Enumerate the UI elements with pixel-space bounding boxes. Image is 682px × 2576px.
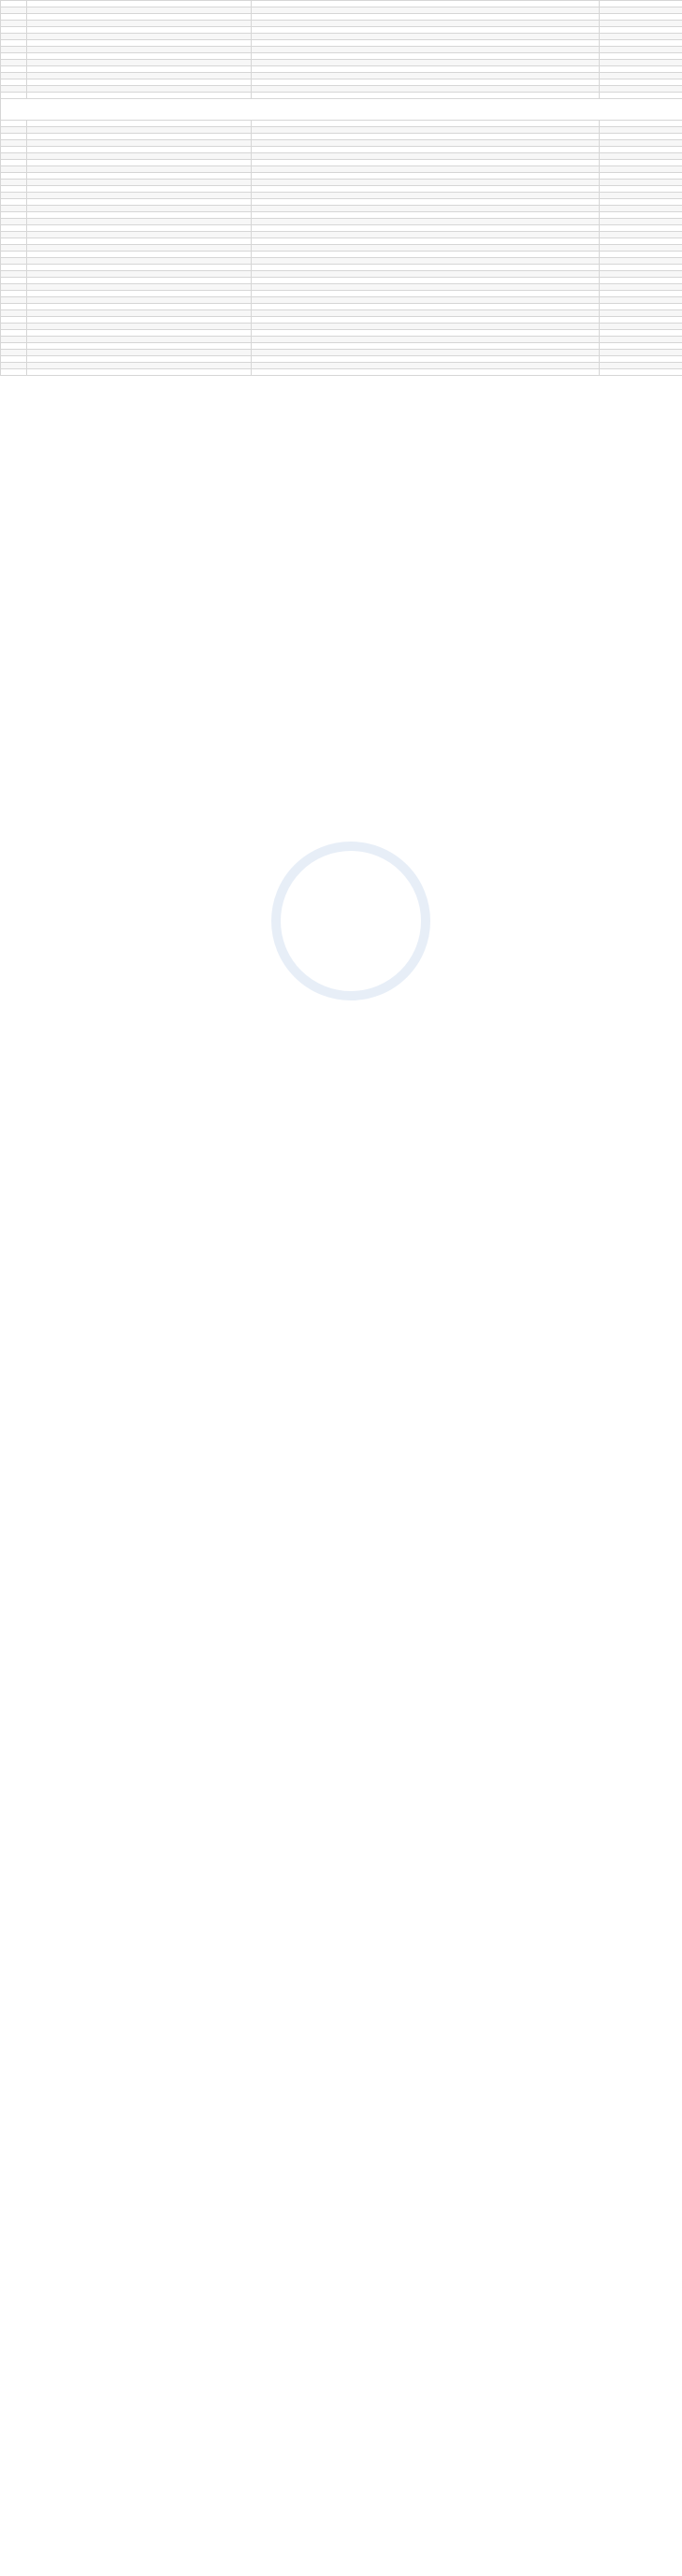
project-name bbox=[27, 296, 252, 303]
project-location bbox=[600, 172, 682, 179]
row-number bbox=[1, 152, 27, 159]
row-number bbox=[1, 283, 27, 290]
project-description bbox=[252, 139, 600, 146]
project-description bbox=[252, 53, 600, 60]
project-description bbox=[252, 93, 600, 99]
project-location bbox=[600, 53, 682, 60]
row-number bbox=[1, 368, 27, 375]
table-row bbox=[1, 120, 682, 126]
table-row bbox=[1, 290, 682, 296]
row-number bbox=[1, 270, 27, 277]
project-location bbox=[600, 198, 682, 205]
row-number bbox=[1, 218, 27, 224]
project-name bbox=[27, 60, 252, 66]
project-description bbox=[252, 329, 600, 336]
table-row bbox=[1, 40, 682, 47]
row-number bbox=[1, 14, 27, 21]
project-description bbox=[252, 185, 600, 192]
project-location bbox=[600, 146, 682, 152]
table-row bbox=[1, 349, 682, 355]
row-number bbox=[1, 264, 27, 270]
table-row bbox=[1, 336, 682, 342]
project-name bbox=[27, 86, 252, 93]
project-description bbox=[252, 277, 600, 283]
project-name bbox=[27, 198, 252, 205]
project-location bbox=[600, 303, 682, 309]
project-name bbox=[27, 73, 252, 79]
row-number bbox=[1, 257, 27, 264]
project-location bbox=[600, 296, 682, 303]
project-location bbox=[600, 368, 682, 375]
row-number bbox=[1, 309, 27, 316]
project-location bbox=[600, 329, 682, 336]
project-description bbox=[252, 47, 600, 53]
project-name bbox=[27, 329, 252, 336]
row-number bbox=[1, 185, 27, 192]
project-description bbox=[252, 86, 600, 93]
table-row bbox=[1, 185, 682, 192]
project-location bbox=[600, 231, 682, 237]
project-name bbox=[27, 27, 252, 34]
project-name bbox=[27, 257, 252, 264]
row-number bbox=[1, 133, 27, 139]
row-number bbox=[1, 323, 27, 329]
table-row bbox=[1, 152, 682, 159]
project-name bbox=[27, 231, 252, 237]
row-number bbox=[1, 237, 27, 244]
project-name bbox=[27, 165, 252, 172]
row-number bbox=[1, 146, 27, 152]
project-name bbox=[27, 179, 252, 185]
row-number bbox=[1, 93, 27, 99]
project-name bbox=[27, 277, 252, 283]
table-row bbox=[1, 362, 682, 368]
project-location bbox=[600, 126, 682, 133]
project-location bbox=[600, 14, 682, 21]
project-table bbox=[0, 0, 682, 376]
project-description bbox=[252, 251, 600, 257]
project-location bbox=[600, 60, 682, 66]
row-number bbox=[1, 303, 27, 309]
row-number bbox=[1, 165, 27, 172]
table-row bbox=[1, 126, 682, 133]
project-location bbox=[600, 290, 682, 296]
row-number bbox=[1, 342, 27, 349]
project-location bbox=[600, 179, 682, 185]
project-description bbox=[252, 60, 600, 66]
row-number bbox=[1, 251, 27, 257]
project-location bbox=[600, 224, 682, 231]
table-row bbox=[1, 47, 682, 53]
table-row bbox=[1, 264, 682, 270]
project-name bbox=[27, 244, 252, 251]
project-location bbox=[600, 237, 682, 244]
project-location bbox=[600, 336, 682, 342]
project-location bbox=[600, 21, 682, 27]
table-row bbox=[1, 165, 682, 172]
project-name bbox=[27, 290, 252, 296]
project-description bbox=[252, 244, 600, 251]
project-location bbox=[600, 79, 682, 86]
table-row bbox=[1, 342, 682, 349]
row-number bbox=[1, 60, 27, 66]
project-location bbox=[600, 205, 682, 211]
table-row bbox=[1, 303, 682, 309]
row-number bbox=[1, 296, 27, 303]
project-location bbox=[600, 165, 682, 172]
project-location bbox=[600, 120, 682, 126]
table-row bbox=[1, 323, 682, 329]
row-number bbox=[1, 27, 27, 34]
table-row bbox=[1, 159, 682, 165]
project-name bbox=[27, 368, 252, 375]
project-name bbox=[27, 40, 252, 47]
project-description bbox=[252, 349, 600, 355]
project-location bbox=[600, 133, 682, 139]
project-name bbox=[27, 362, 252, 368]
project-name bbox=[27, 316, 252, 323]
project-description bbox=[252, 133, 600, 139]
project-name bbox=[27, 336, 252, 342]
project-location bbox=[600, 323, 682, 329]
project-location bbox=[600, 1, 682, 7]
section-header-row bbox=[1, 99, 682, 121]
project-name bbox=[27, 270, 252, 277]
project-name bbox=[27, 152, 252, 159]
project-description bbox=[252, 126, 600, 133]
project-description bbox=[252, 336, 600, 342]
project-location bbox=[600, 309, 682, 316]
row-number bbox=[1, 139, 27, 146]
project-name bbox=[27, 303, 252, 309]
project-description bbox=[252, 290, 600, 296]
row-number bbox=[1, 349, 27, 355]
row-number bbox=[1, 205, 27, 211]
project-name bbox=[27, 93, 252, 99]
project-name bbox=[27, 309, 252, 316]
project-location bbox=[600, 362, 682, 368]
project-name bbox=[27, 355, 252, 362]
row-number bbox=[1, 66, 27, 73]
project-location bbox=[600, 185, 682, 192]
row-number bbox=[1, 336, 27, 342]
table-row bbox=[1, 218, 682, 224]
table-row bbox=[1, 270, 682, 277]
table-row bbox=[1, 27, 682, 34]
project-description bbox=[252, 264, 600, 270]
project-name bbox=[27, 7, 252, 14]
row-number bbox=[1, 211, 27, 218]
project-description bbox=[252, 34, 600, 40]
project-name bbox=[27, 224, 252, 231]
project-name bbox=[27, 47, 252, 53]
project-description bbox=[252, 218, 600, 224]
table-row bbox=[1, 34, 682, 40]
row-number bbox=[1, 79, 27, 86]
row-number bbox=[1, 34, 27, 40]
table-row bbox=[1, 237, 682, 244]
table-row bbox=[1, 296, 682, 303]
project-location bbox=[600, 251, 682, 257]
project-name bbox=[27, 218, 252, 224]
project-description bbox=[252, 355, 600, 362]
project-location bbox=[600, 192, 682, 198]
page-root bbox=[0, 0, 682, 376]
watermark-logo bbox=[271, 842, 430, 1000]
project-description bbox=[252, 198, 600, 205]
project-name bbox=[27, 251, 252, 257]
table-row bbox=[1, 192, 682, 198]
project-description bbox=[252, 342, 600, 349]
row-number bbox=[1, 192, 27, 198]
project-location bbox=[600, 40, 682, 47]
row-number bbox=[1, 126, 27, 133]
table-row bbox=[1, 133, 682, 139]
table-row bbox=[1, 244, 682, 251]
project-description bbox=[252, 120, 600, 126]
section-header bbox=[1, 99, 682, 121]
project-description bbox=[252, 205, 600, 211]
table-row bbox=[1, 283, 682, 290]
project-description bbox=[252, 73, 600, 79]
row-number bbox=[1, 277, 27, 283]
project-name bbox=[27, 146, 252, 152]
row-number bbox=[1, 329, 27, 336]
table-row bbox=[1, 146, 682, 152]
table-row bbox=[1, 224, 682, 231]
project-description bbox=[252, 79, 600, 86]
table-row bbox=[1, 251, 682, 257]
project-name bbox=[27, 264, 252, 270]
project-location bbox=[600, 342, 682, 349]
project-description bbox=[252, 66, 600, 73]
row-number bbox=[1, 244, 27, 251]
project-description bbox=[252, 192, 600, 198]
row-number bbox=[1, 47, 27, 53]
project-location bbox=[600, 73, 682, 79]
row-number bbox=[1, 40, 27, 47]
row-number bbox=[1, 231, 27, 237]
project-location bbox=[600, 270, 682, 277]
project-name bbox=[27, 139, 252, 146]
project-description bbox=[252, 257, 600, 264]
row-number bbox=[1, 86, 27, 93]
project-name bbox=[27, 133, 252, 139]
project-description bbox=[252, 159, 600, 165]
project-name bbox=[27, 192, 252, 198]
project-name bbox=[27, 126, 252, 133]
project-description bbox=[252, 7, 600, 14]
project-name bbox=[27, 283, 252, 290]
row-number bbox=[1, 355, 27, 362]
row-number bbox=[1, 316, 27, 323]
project-description bbox=[252, 362, 600, 368]
project-location bbox=[600, 257, 682, 264]
project-description bbox=[252, 368, 600, 375]
row-number bbox=[1, 7, 27, 14]
table-row bbox=[1, 231, 682, 237]
project-description bbox=[252, 224, 600, 231]
project-description bbox=[252, 231, 600, 237]
project-name bbox=[27, 349, 252, 355]
project-location bbox=[600, 355, 682, 362]
project-name bbox=[27, 185, 252, 192]
table-row bbox=[1, 7, 682, 14]
table-row bbox=[1, 257, 682, 264]
table-row bbox=[1, 93, 682, 99]
project-description bbox=[252, 1, 600, 7]
project-name bbox=[27, 120, 252, 126]
project-description bbox=[252, 237, 600, 244]
project-name bbox=[27, 342, 252, 349]
project-location bbox=[600, 139, 682, 146]
project-description bbox=[252, 309, 600, 316]
project-name bbox=[27, 323, 252, 329]
project-description bbox=[252, 303, 600, 309]
project-location bbox=[600, 86, 682, 93]
project-name bbox=[27, 34, 252, 40]
table-row bbox=[1, 277, 682, 283]
row-number bbox=[1, 73, 27, 79]
project-name bbox=[27, 205, 252, 211]
table-row bbox=[1, 355, 682, 362]
project-description bbox=[252, 165, 600, 172]
project-location bbox=[600, 66, 682, 73]
project-description bbox=[252, 283, 600, 290]
project-table-body bbox=[1, 1, 682, 376]
project-location bbox=[600, 34, 682, 40]
project-name bbox=[27, 211, 252, 218]
table-row bbox=[1, 368, 682, 375]
table-row bbox=[1, 60, 682, 66]
project-location bbox=[600, 349, 682, 355]
project-description bbox=[252, 27, 600, 34]
project-description bbox=[252, 172, 600, 179]
table-row bbox=[1, 53, 682, 60]
table-row bbox=[1, 172, 682, 179]
project-description bbox=[252, 40, 600, 47]
row-number bbox=[1, 224, 27, 231]
project-name bbox=[27, 172, 252, 179]
table-row bbox=[1, 309, 682, 316]
project-name bbox=[27, 159, 252, 165]
table-row bbox=[1, 21, 682, 27]
row-number bbox=[1, 21, 27, 27]
project-description bbox=[252, 14, 600, 21]
project-location bbox=[600, 93, 682, 99]
table-row bbox=[1, 179, 682, 185]
table-row bbox=[1, 73, 682, 79]
project-location bbox=[600, 283, 682, 290]
project-name bbox=[27, 14, 252, 21]
row-number bbox=[1, 120, 27, 126]
table-row bbox=[1, 316, 682, 323]
row-number bbox=[1, 362, 27, 368]
project-description bbox=[252, 296, 600, 303]
project-location bbox=[600, 7, 682, 14]
project-name bbox=[27, 21, 252, 27]
project-location bbox=[600, 264, 682, 270]
table-row bbox=[1, 66, 682, 73]
project-description bbox=[252, 316, 600, 323]
table-row bbox=[1, 139, 682, 146]
table-row bbox=[1, 86, 682, 93]
row-number bbox=[1, 198, 27, 205]
row-number bbox=[1, 290, 27, 296]
table-row bbox=[1, 198, 682, 205]
project-location bbox=[600, 159, 682, 165]
project-name bbox=[27, 79, 252, 86]
project-description bbox=[252, 179, 600, 185]
table-row bbox=[1, 205, 682, 211]
project-description bbox=[252, 146, 600, 152]
project-description bbox=[252, 323, 600, 329]
table-row bbox=[1, 14, 682, 21]
project-location bbox=[600, 211, 682, 218]
project-name bbox=[27, 53, 252, 60]
row-number bbox=[1, 179, 27, 185]
project-name bbox=[27, 1, 252, 7]
table-row bbox=[1, 79, 682, 86]
row-number bbox=[1, 172, 27, 179]
project-location bbox=[600, 218, 682, 224]
table-row bbox=[1, 211, 682, 218]
project-description bbox=[252, 211, 600, 218]
project-description bbox=[252, 152, 600, 159]
project-name bbox=[27, 237, 252, 244]
project-name bbox=[27, 66, 252, 73]
project-location bbox=[600, 316, 682, 323]
table-row bbox=[1, 1, 682, 7]
project-location bbox=[600, 27, 682, 34]
project-description bbox=[252, 21, 600, 27]
project-description bbox=[252, 270, 600, 277]
row-number bbox=[1, 53, 27, 60]
project-location bbox=[600, 152, 682, 159]
table-row bbox=[1, 329, 682, 336]
row-number bbox=[1, 1, 27, 7]
project-location bbox=[600, 277, 682, 283]
project-location bbox=[600, 244, 682, 251]
project-location bbox=[600, 47, 682, 53]
row-number bbox=[1, 159, 27, 165]
